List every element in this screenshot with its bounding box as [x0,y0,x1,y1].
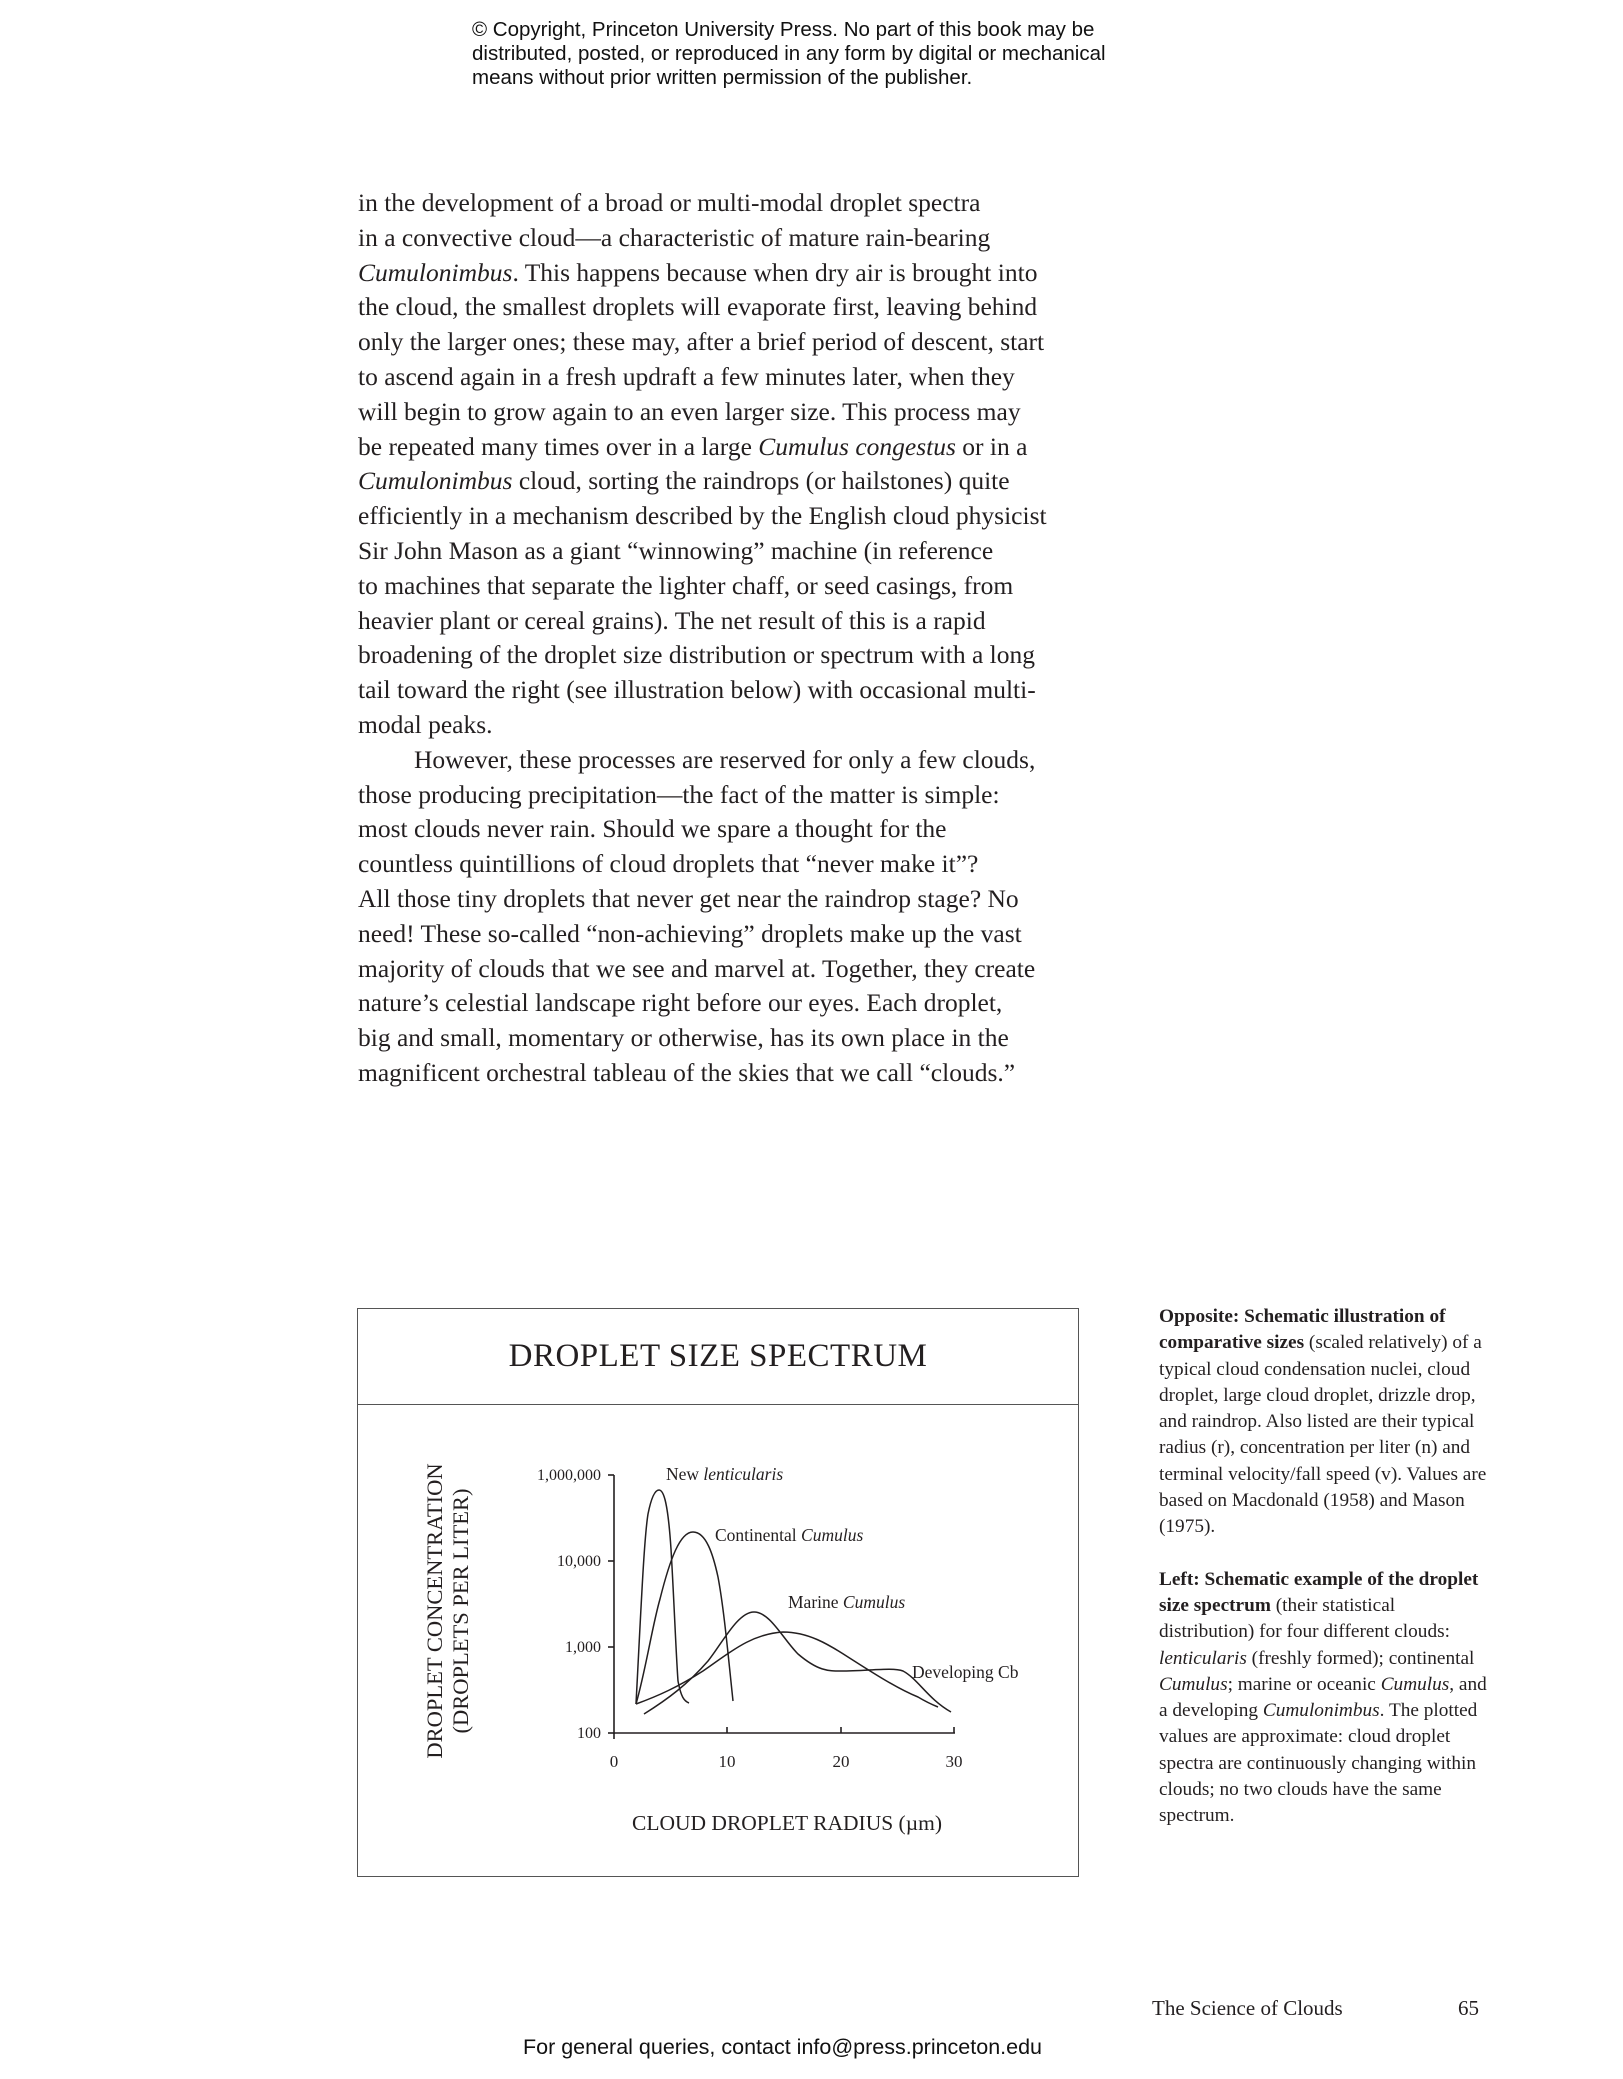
curve-continental-cumulus [636,1532,733,1704]
contact-note: For general queries, contact info@press.princeton.edu [523,2035,1043,2059]
caption-text: . The plotted values are approximate: cloud droplet spectra are continuously changing within clouds; no two clouds have the same spectrum. [1159,1700,1478,1827]
caption-text: , and a developing [1159,1673,1487,1722]
caption-text: (freshly formed); continental [1246,1647,1475,1669]
droplet-spectrum-figure [357,1308,1079,1877]
italic-term: Cumulus congestus [758,431,956,461]
body-line-rest: . This happens because when dry air is brought into [512,257,1038,287]
caption-opposite [1159,1304,1489,1541]
x-tick-label: 10 [718,1752,736,1771]
body-line: in a convective cloud—a characteristic of mature rain-bearing [358,222,991,252]
caption-italic: Cumulus [1159,1673,1228,1695]
body-line: magnificent orchestral tableau of the skies that we call “clouds.” [358,1057,1016,1087]
body-line-rest: cloud, sorting the raindrops (or hailstones) quite [512,466,1010,496]
body-line: only the larger ones; these may, after a brief period of descent, start [358,327,1045,357]
body-line: Sir John Mason as a giant “winnowing” machine (in reference [358,535,994,565]
x-tick-label: 0 [609,1752,619,1771]
body-line: nature’s celestial landscape right before our eyes. Each droplet, [358,988,1003,1018]
italic-term: Cumulonimbus [358,257,513,287]
y-tick-label: 10,000 [557,1553,601,1570]
caption-opposite-bold: Opposite: Schematic illustration of comparative sizes [1159,1306,1446,1354]
copyright-line: © Copyright, Princeton University Press. No part of this book may be [472,18,1095,41]
caption-text: ; marine or oceanic [1227,1673,1381,1695]
body-line: broadening of the droplet size distribution or spectrum with a long [358,640,1036,670]
body-line: majority of clouds that we see and marvel at. Together, they create [358,953,1036,983]
x-tick-label: 20 [832,1752,850,1771]
body-line: big and small, momentary or otherwise, has its own place in the [358,1023,1009,1053]
figure-title: DROPLET SIZE SPECTRUM [508,1338,928,1374]
caption-italic: Cumulonimbus [1262,1700,1380,1722]
body-line [358,464,1078,499]
body-line: will begin to grow again to an even larger size. This process may [358,396,1021,426]
page-number: 65 [1458,1996,1479,2020]
y-axis-label-line1: DROPLET CONCENTRATION [422,1463,447,1759]
caption-text: (their statistical distribution) for four different clouds: [1159,1594,1450,1643]
body-line-post: or in a [955,431,1028,461]
copyright-line: means without prior written permission of the publisher. [472,66,973,89]
body-text [358,186,1078,1091]
chart-plot [358,1309,1080,1878]
body-line: However, these processes are reserved for only a few clouds, [414,744,1036,774]
body-line: efficiently in a mechanism described by the English cloud physicist [358,501,1047,531]
body-line: heavier plant or cereal grains). The net result of this is a rapid [358,605,986,635]
running-head: The Science of Clouds [1152,1996,1343,2020]
body-line: to machines that separate the lighter chaff, or seed casings, from [358,570,1014,600]
caption-italic: lenticularis [1159,1647,1247,1669]
x-tick-label: 30 [945,1752,963,1771]
y-tick-label: 1,000,000 [537,1467,601,1484]
body-line: tail toward the right (see illustration below) with occasional multi- [358,675,1036,705]
body-line [358,256,1078,291]
body-line: the cloud, the smallest droplets will evaporate first, leaving behind [358,292,1038,322]
body-line: in the development of a broad or multi-modal droplet spectra [358,188,981,217]
label-new-lenticularis: New lenticularis [666,1464,784,1484]
caption-left [1159,1567,1489,1830]
curve-marine-cumulus [644,1612,951,1714]
label-marine-cumulus: Marine Cumulus [788,1592,906,1612]
body-line: to ascend again in a fresh updraft a few minutes later, when they [358,361,1015,391]
body-line: those producing precipitation—the fact of the matter is simple: [358,779,1000,809]
label-developing-cb: Developing Cb [912,1662,1019,1682]
italic-term: Cumulonimbus [358,466,513,496]
x-axis-label: CLOUD DROPLET RADIUS (µm) [631,1811,943,1835]
body-line: All those tiny droplets that never get near the raindrop stage? No [358,883,1019,913]
label-continental-cumulus: Continental Cumulus [715,1525,864,1545]
body-line: modal peaks. [358,709,493,739]
body-line [358,430,1078,465]
body-line: need! These so-called “non-achieving” droplets make up the vast [358,918,1022,948]
caption-italic: Cumulus [1380,1673,1450,1695]
body-line: countless quintillions of cloud droplets that “never make it”? [358,849,979,879]
y-axis-label-line2: (DROPLETS PER LITER) [448,1488,473,1734]
copyright-line: distributed, posted, or reproduced in any form by digital or mechanical [472,42,1106,65]
figure-caption [1159,1304,1489,1830]
copyright-notice [472,18,1192,90]
caption-left-bold: Left: Schematic example of the droplet size spectrum [1159,1568,1479,1616]
body-line: most clouds never rain. Should we spare a thought for the [358,814,947,844]
caption-opposite-text: (scaled relatively) of a typical cloud condensation nuclei, cloud droplet, large cloud droplet, drizzle drop, and raindrop. Also listed are their typical radius (r), concentration per liter (n) and terminal velocity/fall speed (v). Values are based on Macdonald (1958) and Mason (1975). [1159,1332,1487,1538]
y-tick-label: 100 [577,1725,601,1742]
y-tick-label: 1,000 [565,1639,601,1656]
body-line-pre: be repeated many times over in a large [358,431,759,461]
